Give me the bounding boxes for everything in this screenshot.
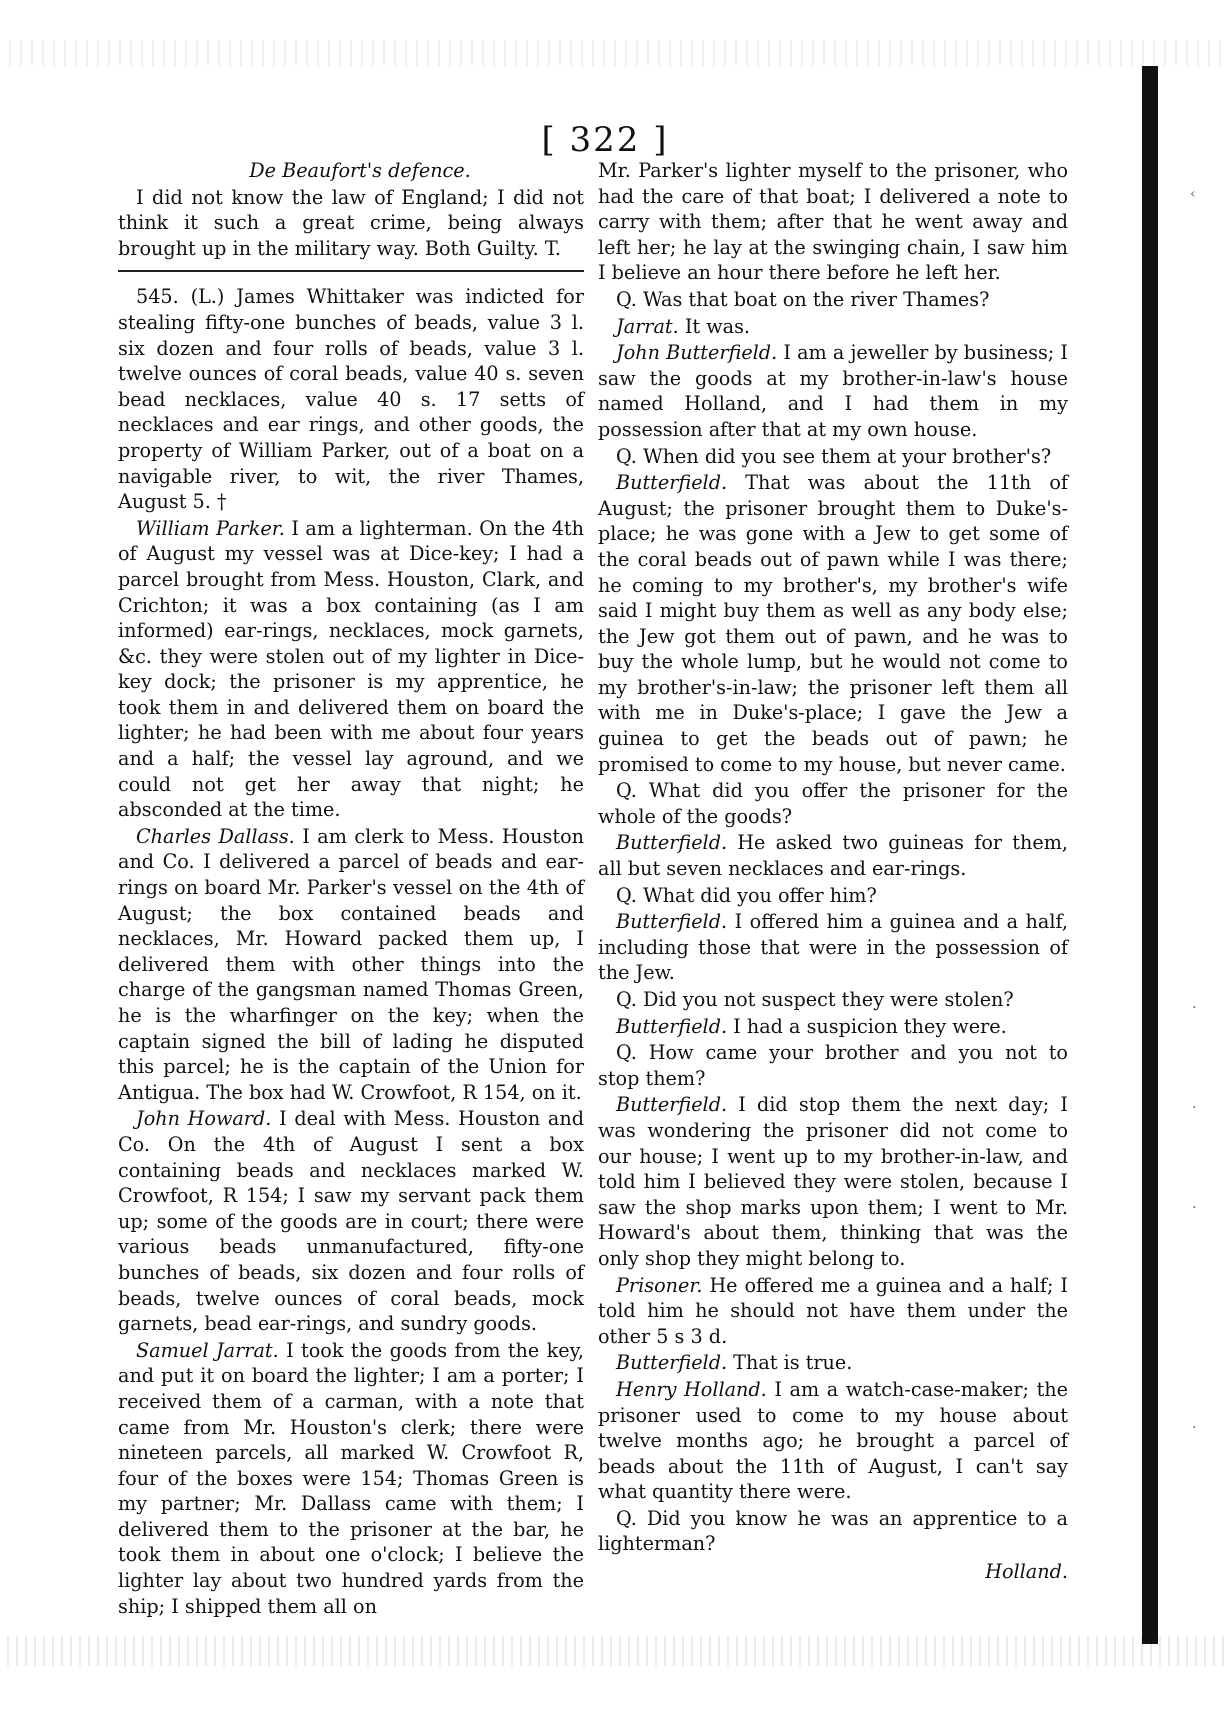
speaker-name: Butterfield.: [616, 1014, 728, 1038]
continued-paragraph: Mr. Parker's lighter myself to the prisoner, who had the care of that boat; I delivered a note to carry with them; after that he went away and left her; he lay at the swinging chain, I saw him I believe an hour there before he left her.: [598, 159, 1068, 285]
testimony-text: I am a lighterman. On the 4th of August my vessel was at Dice-key; I had a parcel brought from Mess. Houston, Clark, and Crichton; it was a box containing (as I am informed) ear-rings, necklaces, mock garnets, &c. they were stolen out of my lighter in Dice-key dock; the prisoner is my apprentice, he took them in and delivered them on board the lighter; he had been with me about four years and a half; the vessel lay aground, and we could not get her away that night; he absconded at the time.: [118, 516, 584, 822]
speaker-name: Charles Dallass.: [136, 824, 295, 848]
question: Q. Did you know he was an apprentice to a lighterman?: [598, 1506, 1068, 1556]
indictment-paragraph: 545. (L.) James Whittaker was indicted for stealing fifty-one bunches of beads, value 3 l. six dozen and four rolls of beads, value 3 l. twelve ounces of coral beads, value 40 s. seven bead necklaces, value 40 s. 17 setts of necklaces and ear rings, and other goods, the property of William Parker, out of a boat on a navigable river, to wit, the river Thames, August 5. †: [118, 285, 584, 514]
scan-edge-bar: [1142, 66, 1158, 1644]
testimony-text: I deal with Mess. Houston and Co. On the 4th of August I sent a box containing beads and necklaces marked W. Crowfoot, R 154; I saw my servant pack them up; some of the goods are in court; there were various beads unmanufactured, fifty-one bunches of beads, six dozen and four rolls of beads, twelve ounces of coral beads, mock garnets, bead ear-rings, and sundry goods.: [118, 1107, 585, 1336]
testimony-butterfield: [598, 340, 1068, 442]
answer-butterfield: [598, 909, 1068, 986]
scan-speck: ·: [1192, 1100, 1197, 1116]
page-number: [ 322 ]: [541, 120, 669, 160]
testimony-text: I had a suspicion they were.: [727, 1014, 1007, 1038]
testimony-text: He offered me a guinea and a half; I told him he should not have them under the other 5 s 3 d.: [598, 1273, 1068, 1348]
answer-butterfield: [598, 830, 1068, 881]
answer-butterfield: [598, 1092, 1068, 1271]
speaker-name: Butterfield.: [616, 910, 728, 934]
testimony-holland: [598, 1377, 1068, 1505]
right-column: [598, 158, 1068, 1585]
scan-edge-bottom: [0, 1636, 1227, 1666]
scan-speck: ·: [1192, 1000, 1197, 1016]
section-heading: De Beaufort's defence.: [249, 159, 471, 182]
testimony-text: That was about the 11th of August; the prisoner brought them to Duke's-place; he was gone with a Jew to get some of the coral beads out of pawn while I was there; he coming to my brother's, my brother's wife said I might buy them as well as any body else; the Jew got them out of pawn, and he was to buy the whole lump, but he would not come to my brother's-in-law; the prisoner left them all with me in Duke's-place; I gave the Jew a guinea to get the beads out of pawn; he promised to come to my house, but never came.: [598, 471, 1068, 776]
catchword: Holland.: [985, 1560, 1068, 1584]
testimony-howard: [118, 1106, 584, 1336]
testimony-text: I am clerk to Mess. Houston and Co. I delivered a parcel of beads and ear-rings on board Mr. Parker's vessel on the 4th of August; the box contained beads and necklaces, Mr. Howard packed them up, I delivered them with other things into the charge of the gangsman named Thomas Green, he is the wharfinger on the key; when the captain signed the bill of lading he disputed this parcel; he is the captain of the Union for Antigua. The box had W. Crowfoot, R 154, on it.: [118, 824, 585, 1104]
section-rule: [118, 270, 584, 272]
speaker-name: John Howard.: [136, 1107, 272, 1131]
testimony-text: I did stop them the next day; I was wondering the prisoner did not come to our house; I went up to my brother-in-law, and told him I believed they were stolen, because I saw the shop marks upon them; I went to Mr. Howard's about them, thinking that was the only shop they might belong to.: [598, 1093, 1068, 1270]
answer-jarrat: [598, 314, 1068, 340]
testimony-text: That is true.: [727, 1351, 853, 1375]
testimony-text: I offered him a guinea and a half, including those that were in the possession of the Jew.: [598, 910, 1068, 985]
question: Q. Did you not suspect they were stolen?: [616, 988, 1014, 1011]
scan-speck: ‹: [1190, 186, 1196, 202]
question: Q. How came your brother and you not to stop them?: [598, 1041, 1068, 1090]
testimony-text: I took the goods from the key, and put it on board the lighter; I am a porter; I received them of a carman, with a note that came from Mr. Houston's clerk; there were nineteen parcels, all marked W. Crowfoot R, four of the boxes were 154; Thomas Green is my partner; Mr. Dallass came with them; I delivered them to the prisoner at the bar, he took them in about one o'clock; I believe the lighter lay about two hundred yards from the ship; I shipped them all on: [118, 1338, 585, 1618]
testimony-jarrat: [118, 1338, 584, 1620]
speaker-name: Henry Holland.: [616, 1377, 767, 1401]
question: Q. What did you offer him?: [616, 883, 877, 907]
testimony-text: He asked two guineas for them, all but seven necklaces and ear-rings.: [598, 831, 1068, 881]
speaker-name: Samuel Jarrat.: [136, 1338, 279, 1362]
left-column: [118, 158, 584, 1620]
speaker-name: Butterfield.: [616, 471, 728, 495]
scan-edge-top: [0, 40, 1227, 66]
answer-butterfield: [598, 1014, 1068, 1040]
question: Q. What did you offer the prisoner for the whole of the goods?: [598, 779, 1068, 828]
testimony-text: It was.: [678, 314, 751, 338]
speaker-name: Butterfield.: [616, 831, 728, 855]
answer-butterfield: [598, 470, 1068, 777]
speaker-name: Prisoner.: [616, 1273, 703, 1297]
speaker-name: William Parker.: [136, 516, 285, 540]
testimony-dallass: [118, 824, 584, 1106]
defence-paragraph: I did not know the law of England; I did not think it such a great crime, being always brought up in the military way. Both Guilty. T.: [118, 185, 584, 260]
scan-speck: ·: [1192, 1200, 1197, 1216]
testimony-parker: [118, 516, 584, 823]
speaker-name: Butterfield.: [616, 1351, 728, 1375]
speaker-name: Jarrat.: [616, 314, 679, 338]
scan-speck: ·: [1192, 1420, 1197, 1436]
question: Q. Was that boat on the river Thames?: [616, 287, 990, 311]
statement-prisoner: [598, 1273, 1068, 1350]
testimony-text: I am a watch-case-maker; the prisoner used to come to my house about twelve months ago; he brought a parcel of beads about the 11th of August, I can't say what quantity there were.: [598, 1377, 1069, 1504]
speaker-name: Butterfield.: [616, 1093, 728, 1117]
answer-butterfield: [598, 1350, 1068, 1376]
testimony-text: I am a jeweller by business; I saw the goods at my brother-in-law's house named Holland, and I had them in my possession after that at my own house.: [598, 341, 1068, 441]
question: Q. When did you see them at your brother's?: [616, 444, 1052, 468]
speaker-name: John Butterfield.: [616, 341, 778, 365]
